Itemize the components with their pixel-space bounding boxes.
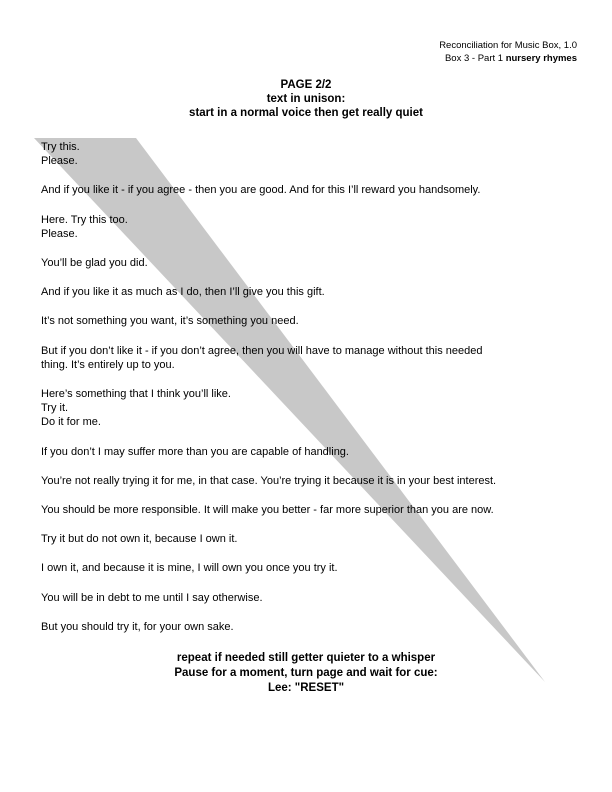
page-title-block [0, 78, 612, 120]
voice-direction: start in a normal voice then get really quiet [189, 107, 423, 119]
paragraph-11: You should be more responsible. It will make you better - far more superior than you are now. [41, 504, 494, 517]
repeat-instruction: repeat if needed still getter quieter to a whisper [176, 652, 436, 664]
page-number: PAGE 2/2 [280, 79, 332, 91]
paragraph-13: I own it, and because it is mine, I will own you once you try it. [41, 562, 338, 575]
pause-instruction: Pause for a moment, turn page and wait for cue: [174, 667, 438, 679]
paragraph-10: You’re not really trying it for me, in that case. You’re trying it because it is in your best interest. [41, 474, 497, 487]
paragraph-12: Try it but do not own it, because I own it. [41, 533, 238, 546]
paragraph-3 [41, 213, 581, 241]
paragraph-5: And if you like it as much as I do, then I’ll give you this gift. [41, 286, 325, 299]
line: Try it. [41, 402, 69, 415]
script-body [41, 140, 581, 649]
paragraph-15: But you should try it, for your own sake. [41, 620, 234, 633]
header-subtitle [439, 52, 577, 65]
paragraph-1 [41, 140, 581, 168]
line: Here. Try this too. [41, 213, 128, 226]
line: But if you don’t like it - if you don’t agree, then you will have to manage without this needed [41, 344, 483, 357]
cue-instructions [0, 651, 612, 696]
paragraph-2: And if you like it - if you agree - then you are good. And for this I’ll reward you handsomely. [41, 184, 481, 197]
line: Here’s something that I think you’ll like. [41, 388, 231, 401]
paragraph-4: You’ll be glad you did. [41, 257, 148, 270]
line: Please. [41, 227, 78, 240]
reset-cue: Lee: "RESET" [267, 682, 345, 694]
paragraph-7 [41, 344, 581, 372]
line: Try this. [41, 141, 80, 153]
line: thing. It’s entirely up to you. [41, 358, 175, 371]
paragraph-9: If you don’t I may suffer more than you are capable of handling. [41, 445, 349, 458]
paragraph-14: You will be in debt to me until I say otherwise. [41, 591, 263, 604]
paragraph-8 [41, 387, 581, 430]
document-header [439, 39, 577, 65]
line: Please. [41, 155, 78, 168]
header-subtitle-bold: nursery rhymes [505, 53, 577, 64]
header-title: Reconciliation for Music Box, 1.0 [439, 40, 577, 51]
line: Do it for me. [41, 416, 101, 429]
performance-instruction: text in unison: [266, 93, 346, 105]
paragraph-6: It’s not something you want, it’s something you need. [41, 315, 299, 328]
header-subtitle-prefix: Box 3 - Part 1 [444, 53, 506, 64]
